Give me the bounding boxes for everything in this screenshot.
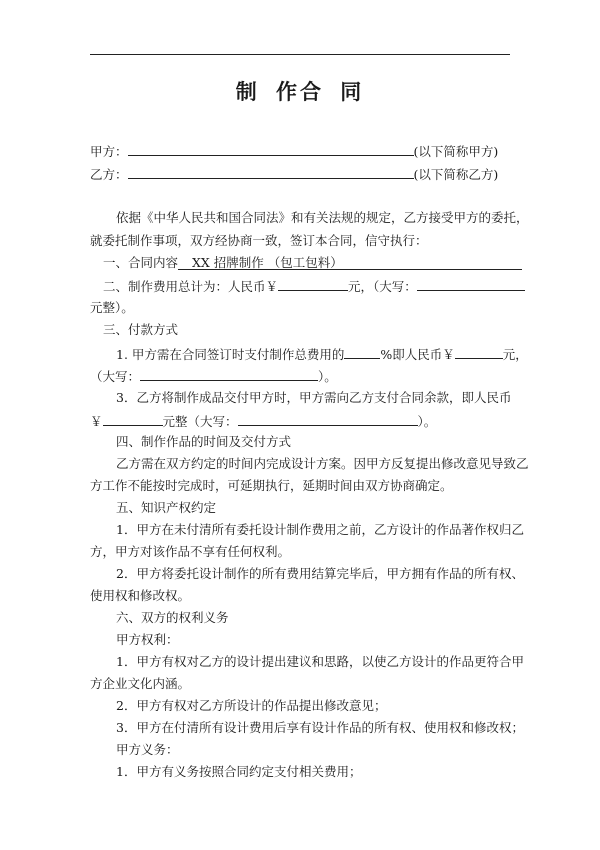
section-6-heading: 六、双方的权利义务 bbox=[116, 610, 229, 625]
section-4-line-2: 方工作不能按时完成时，可延期执行，延期时间由双方协商确定。 bbox=[90, 478, 453, 493]
ip-1-line-2: 方，甲方对该作品不享有任何权利。 bbox=[90, 544, 291, 559]
payment-1-b: %即人民币￥ bbox=[380, 347, 455, 362]
right-1-line-2: 方企业文化内涵。 bbox=[90, 676, 191, 691]
party-a-suffix: (以下简称甲方) bbox=[413, 144, 499, 159]
payment-3-line-2 bbox=[90, 412, 436, 430]
section-4-heading: 四、制作作品的时间及交付方式 bbox=[116, 434, 292, 449]
payment-1-line-1 bbox=[116, 345, 528, 363]
fee-amount-blank[interactable] bbox=[278, 277, 348, 291]
party-a-line bbox=[90, 142, 498, 160]
payment-1-c: 元， bbox=[502, 347, 528, 362]
fee-mid: 元，（大写： bbox=[348, 279, 417, 294]
payment-3-c: ）。 bbox=[417, 414, 437, 429]
payment-1-line-2 bbox=[90, 367, 337, 385]
section-1 bbox=[103, 255, 522, 271]
top-rule bbox=[90, 54, 510, 55]
right-2: 2．甲方有权对乙方所设计的作品提出修改意见； bbox=[116, 698, 387, 713]
ip-2-line-2: 使用权和修改权。 bbox=[90, 588, 191, 603]
intro-line-1: 依据《中华人民共和国合同法》和有关法规的规定，乙方接受甲方的委托， bbox=[116, 210, 529, 225]
party-a-duties-heading: 甲方义务： bbox=[116, 742, 179, 757]
deposit-percent-blank[interactable] bbox=[344, 345, 380, 359]
party-b-label: 乙方： bbox=[90, 167, 128, 182]
payment-1-a: 1. 甲方需在合同签订时支付制作总费用的 bbox=[116, 347, 345, 362]
right-1-line-1: 1．甲方有权对乙方的设计提出建议和思路，以使乙方设计的作品更符合甲 bbox=[116, 654, 524, 669]
section-2-line-2: 元整）。 bbox=[90, 300, 134, 315]
deposit-uppercase-blank[interactable] bbox=[140, 367, 318, 381]
section-5-heading: 五、知识产权约定 bbox=[116, 500, 217, 515]
section-2-line-1 bbox=[103, 277, 525, 295]
duty-1: 1．甲方有义务按照合同约定支付相关费用； bbox=[116, 764, 362, 779]
payment-1-d: （大写： bbox=[90, 369, 141, 384]
party-a-label: 甲方： bbox=[90, 144, 128, 159]
payment-3-a: ￥ bbox=[90, 414, 103, 429]
balance-amount-blank[interactable] bbox=[103, 412, 163, 426]
ip-1-line-1: 1．甲方在未付清所有委托设计制作费用之前，乙方设计的作品著作权归乙 bbox=[116, 522, 524, 537]
right-3: 3．甲方在付清所有设计费用后享有设计作品的所有权、使用权和修改权； bbox=[116, 720, 524, 735]
section-3-heading: 三、付款方式 bbox=[103, 322, 179, 337]
party-b-line bbox=[90, 165, 498, 183]
intro-line-2: 就委托制作事项，双方经协商一致，签订本合同，信守执行： bbox=[90, 233, 428, 248]
balance-uppercase-blank[interactable] bbox=[238, 412, 418, 426]
payment-3-b: 元整（大写： bbox=[162, 414, 238, 429]
payment-1-e: ）。 bbox=[318, 369, 337, 384]
fee-prefix: 二、制作费用总计为：人民币￥ bbox=[103, 279, 279, 294]
ip-2-line-1: 2．甲方将委托设计制作的所有费用结算完毕后，甲方拥有作品的所有权、 bbox=[116, 566, 524, 581]
section-4-line-1: 乙方需在双方约定的时间内完成设计方案。因甲方反复提出修改意见导致乙 bbox=[116, 456, 529, 471]
payment-3-line-1: 3．乙方将制作成品交付甲方时，甲方需向乙方支付合同余款，即人民币 bbox=[116, 390, 512, 405]
party-a-blank[interactable] bbox=[128, 142, 414, 156]
fee-uppercase-blank[interactable] bbox=[417, 277, 525, 291]
party-b-blank[interactable] bbox=[128, 165, 414, 179]
contract-content-field[interactable]: XX 招牌制作 （包工包料） bbox=[178, 255, 522, 270]
party-b-suffix: (以下简称乙方) bbox=[413, 167, 499, 182]
section-1-prefix: 一、合同内容 bbox=[103, 255, 179, 270]
deposit-amount-blank[interactable] bbox=[455, 345, 503, 359]
page-title: 制 作合 同 bbox=[235, 79, 365, 104]
party-a-rights-heading: 甲方权利： bbox=[116, 632, 179, 647]
